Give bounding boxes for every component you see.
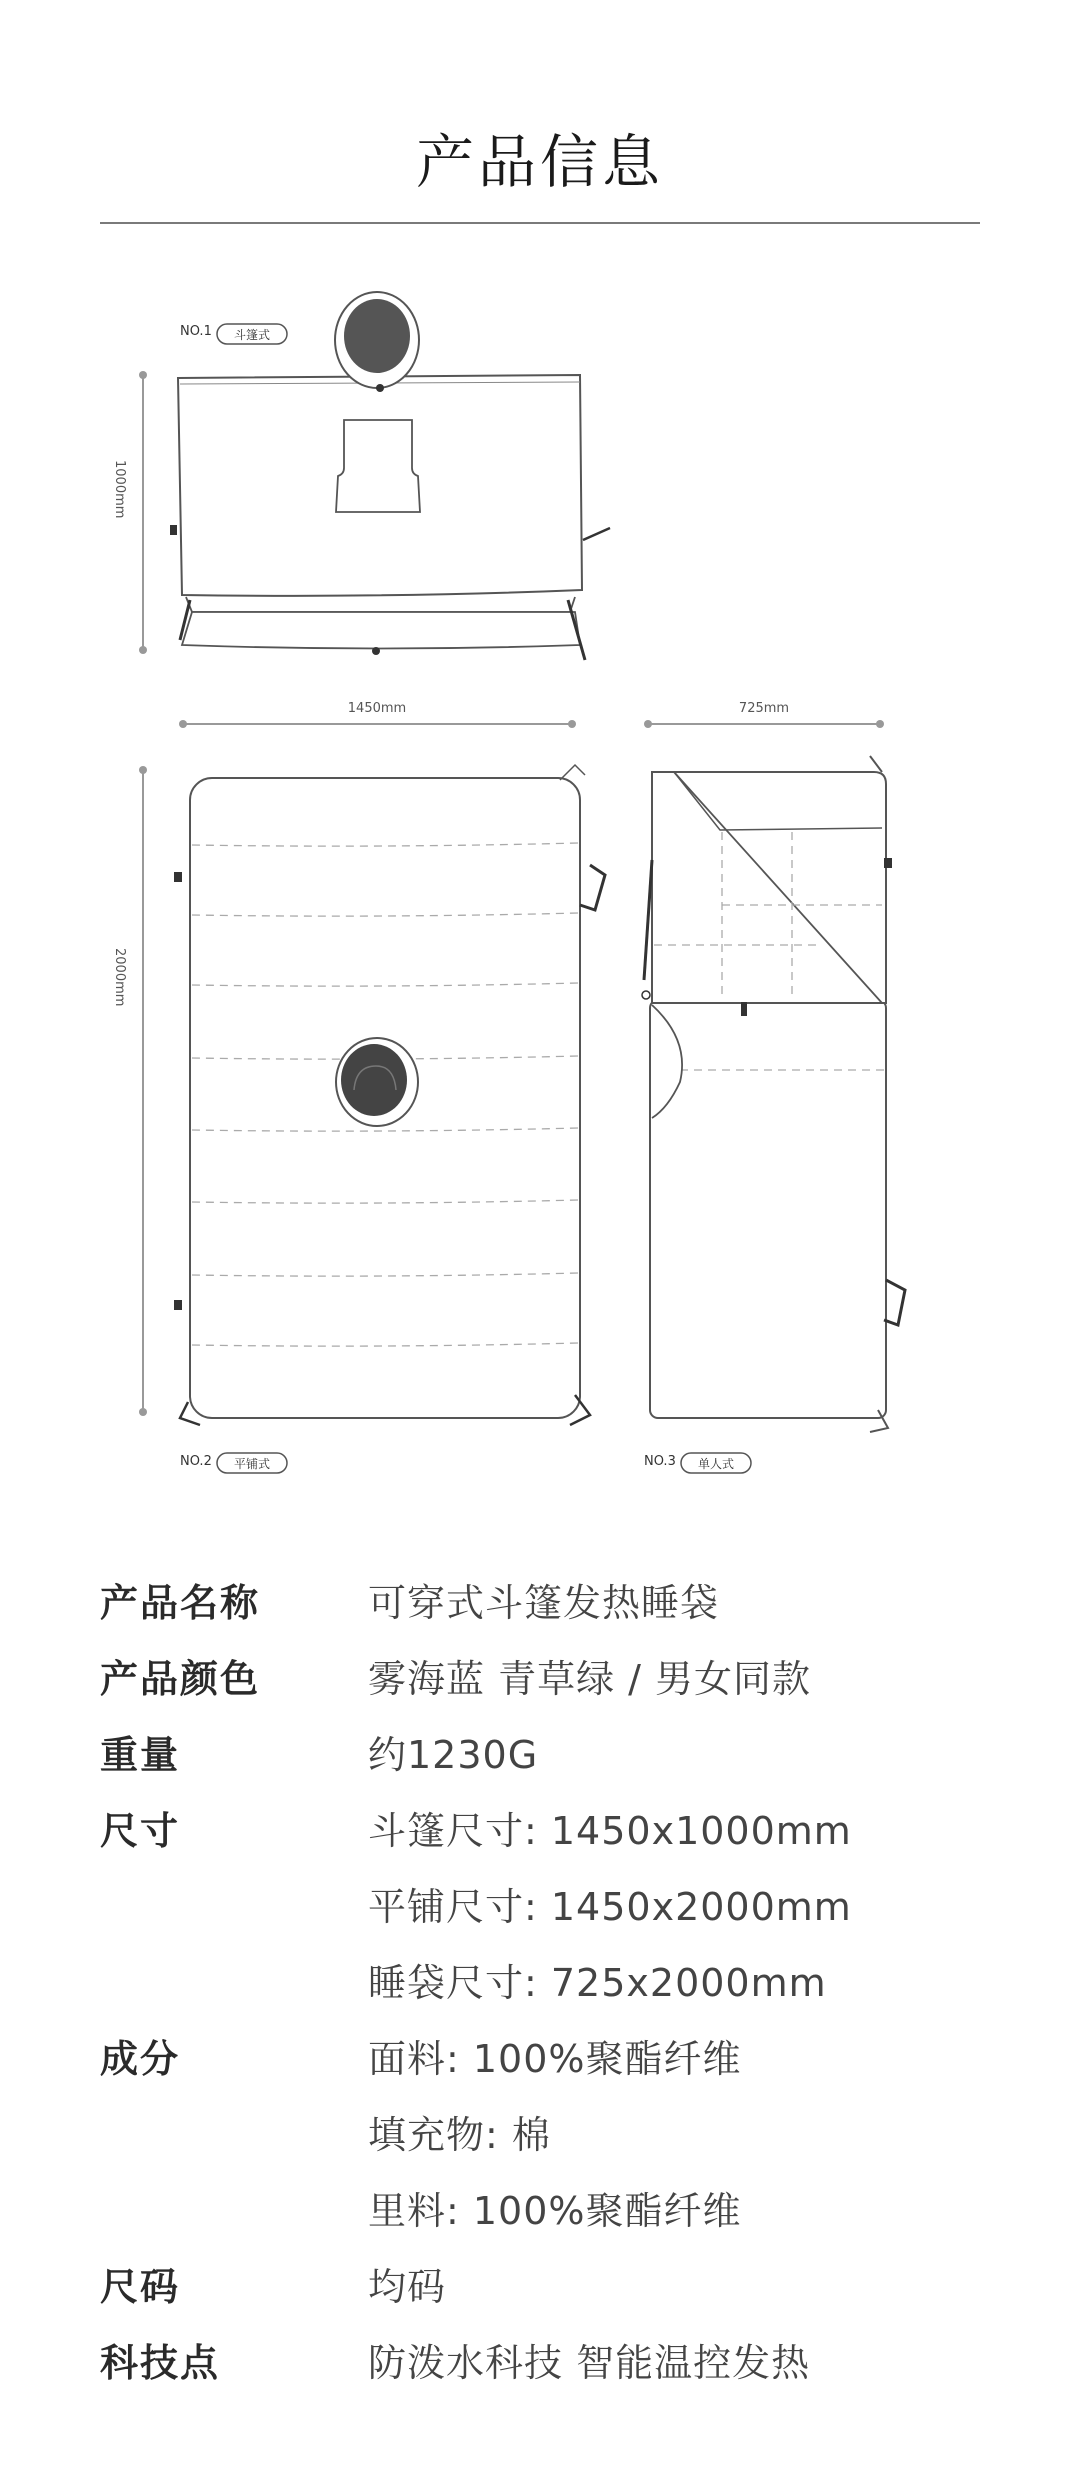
flat-style-figure xyxy=(112,701,605,1473)
spec-value: 平铺尺寸: 1450x2000mm xyxy=(368,1885,852,1929)
cloak-bottom-flap xyxy=(182,612,580,649)
cloak-bottom-toggle xyxy=(372,647,380,655)
product-diagram-svg xyxy=(0,270,1080,1500)
single-mid-toggle xyxy=(741,1002,747,1016)
product-diagram xyxy=(0,270,1080,1500)
no3-width-label: 725mm xyxy=(738,701,790,716)
single-left-ring xyxy=(642,991,650,999)
spec-label: 尺码 xyxy=(100,2265,181,2309)
spec-value: 面料: 100%聚酯纤维 xyxy=(368,2037,742,2081)
no1-tag: NO.1 xyxy=(180,324,212,339)
no1-height-dot-top xyxy=(139,371,147,379)
spec-row-material xyxy=(100,2021,1000,2249)
cloak-chest-pocket xyxy=(336,420,420,512)
no3-width-dot-left xyxy=(644,720,652,728)
flat-toggle-bottom-left xyxy=(174,1300,182,1310)
spec-value: 填充物: 棉 xyxy=(368,2113,551,2157)
single-corner-top xyxy=(870,756,882,772)
no3-width-dot-right xyxy=(876,720,884,728)
cloak-bottom-edge xyxy=(186,597,575,612)
single-left-strap xyxy=(644,860,652,980)
spec-value: 睡袋尺寸: 725x2000mm xyxy=(368,1961,827,2005)
flat-hood-opening xyxy=(341,1044,407,1116)
spec-table xyxy=(100,1565,1000,2401)
spec-row-fit xyxy=(100,2249,1000,2325)
no2-height-label: 2000mm xyxy=(112,948,127,1007)
no2-height-dot-top xyxy=(139,766,147,774)
no2-label: 平铺式 xyxy=(233,1457,271,1471)
spec-value: 可穿式斗篷发热睡袋 xyxy=(368,1581,720,1625)
no1-label: 斗篷式 xyxy=(233,328,271,342)
flat-toggle-top-left xyxy=(174,872,182,882)
no2-width-dot-left xyxy=(179,720,187,728)
cloak-side-toggle-right xyxy=(583,528,610,540)
no3-label: 单人式 xyxy=(697,1457,735,1471)
spec-value: 雾海蓝 青草绿 / 男女同款 xyxy=(368,1657,812,1701)
spec-value: 里料: 100%聚酯纤维 xyxy=(368,2189,742,2233)
no1-height-dot-bottom xyxy=(139,646,147,654)
spec-row-size xyxy=(100,1793,1000,2021)
spec-row-name xyxy=(100,1565,1000,1641)
single-right-toggle-top xyxy=(884,858,892,868)
no3-tag: NO.3 xyxy=(644,1454,676,1469)
no2-width-dot-right xyxy=(568,720,576,728)
cloak-hood-opening xyxy=(344,299,410,373)
spec-label: 重量 xyxy=(100,1733,181,1777)
spec-label: 尺寸 xyxy=(100,1809,181,1853)
cloak-side-toggle-left xyxy=(170,525,177,535)
spec-label: 产品名称 xyxy=(100,1581,261,1625)
spec-row-tech xyxy=(100,2325,1000,2401)
no2-width-label: 1450mm xyxy=(347,701,407,716)
cloak-style-figure xyxy=(112,292,610,660)
no2-height-dot-bottom xyxy=(139,1408,147,1416)
title-divider xyxy=(100,222,980,224)
spec-value: 约1230G xyxy=(368,1733,539,1777)
single-style-figure xyxy=(642,701,905,1473)
cloak-hood-toggle xyxy=(376,384,384,392)
spec-value: 斗篷尺寸: 1450x1000mm xyxy=(368,1809,852,1853)
no1-height-label: 1000mm xyxy=(112,460,127,519)
flat-side-strap xyxy=(580,865,605,910)
spec-row-color xyxy=(100,1641,1000,1717)
spec-value: 防泼水科技 智能温控发热 xyxy=(368,2341,811,2385)
single-body xyxy=(650,1000,886,1418)
no2-tag: NO.2 xyxy=(180,1454,212,1469)
spec-row-weight xyxy=(100,1717,1000,1793)
spec-label: 成分 xyxy=(100,2037,181,2081)
single-right-strap xyxy=(884,1280,905,1325)
spec-label: 科技点 xyxy=(100,2341,221,2385)
page-title: 产品信息 xyxy=(415,128,664,196)
spec-value: 均码 xyxy=(368,2265,447,2309)
spec-label: 产品颜色 xyxy=(100,1657,261,1701)
